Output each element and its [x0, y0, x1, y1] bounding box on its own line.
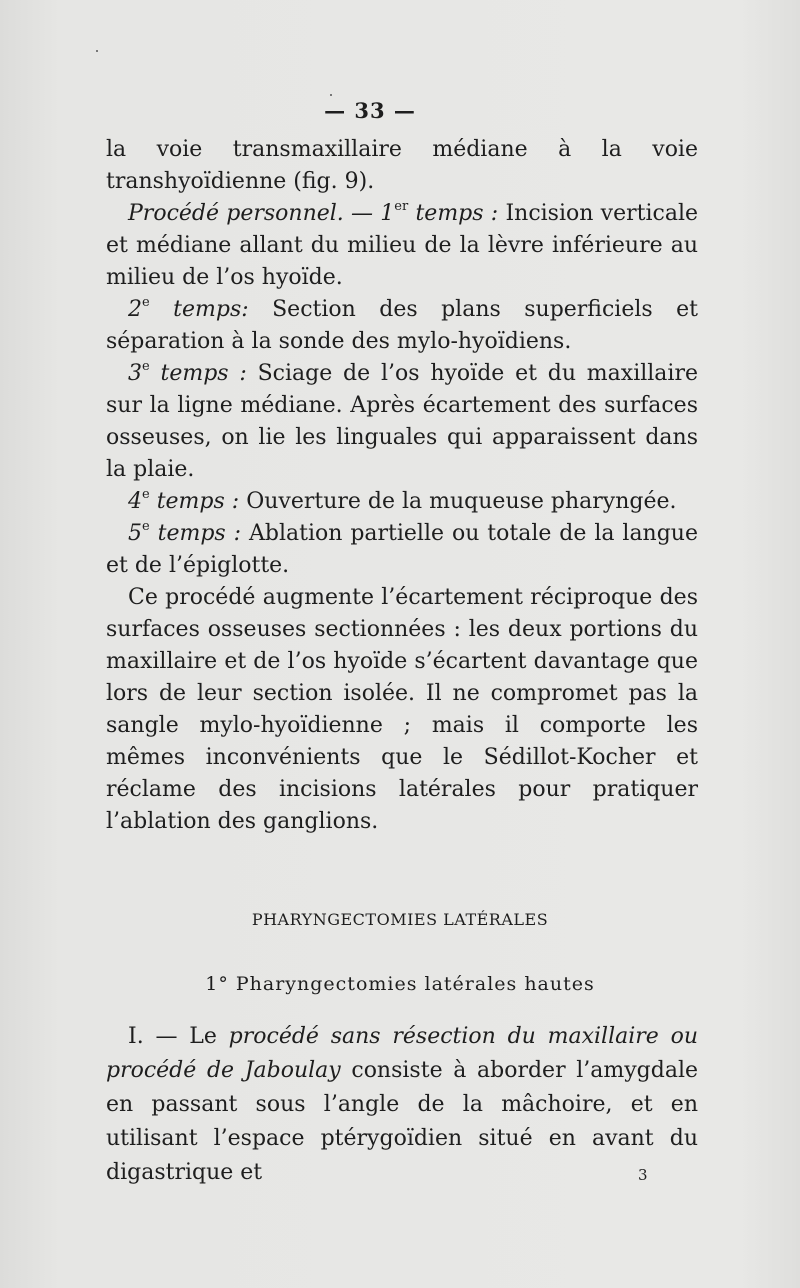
- text-run: Incision verticale et médiane allant du milieu de la lèvre inférieure au milieu de l’os hyoïde.: [106, 201, 699, 290]
- paragraph: [106, 1020, 698, 1190]
- superscript: er: [394, 198, 409, 214]
- text-run: la voie transmaxillaire médiane à la voie transhyoïdienne (fig. 9).: [106, 137, 698, 194]
- ink-speck: [96, 50, 98, 52]
- text-run: Ablation partielle ou totale de la langue et de l’épiglotte.: [106, 521, 698, 578]
- text-run: temps :: [149, 489, 240, 514]
- text-run: 2: [128, 297, 142, 322]
- text-run: temps :: [408, 201, 499, 226]
- paragraph: [106, 134, 698, 198]
- paragraph: [106, 486, 698, 518]
- text-run: 1: [380, 201, 395, 226]
- text-run: I. — Le: [128, 1024, 229, 1049]
- text-run: Ce procédé augmente l’écartement réciproque des surfaces osseuses sectionnées : les deux portions du maxillaire et de l’os hyoïde s’écartent davantage que lors de leur section isolée. Il ne compromet pas la sangle mylo-hyoïdienne ; mais il comporte les mêmes inconvénients que le Sédillot-Kocher et réclame des incisions latérales pour pratiquer l’ablation des ganglions.: [106, 585, 698, 834]
- text-run: Sciage de l’os hyoïde et du maxillaire sur la ligne médiane. Après écartement des surfaces osseuses, on lie les linguales qui apparaissent dans la plaie.: [106, 361, 698, 482]
- text-run: 4: [128, 489, 142, 514]
- paragraph: [106, 518, 698, 582]
- superscript: e: [142, 518, 150, 534]
- ink-speck: [330, 94, 332, 96]
- section-heading: PHARYNGECTOMIES LATÉRALES: [251, 910, 549, 929]
- text-run: temps :: [149, 521, 242, 546]
- superscript: e: [142, 358, 150, 374]
- superscript: e: [142, 486, 150, 502]
- signature-mark: 3: [638, 1166, 648, 1184]
- text-run: Procédé personnel. —: [128, 201, 381, 226]
- text-run: temps:: [149, 297, 249, 322]
- text-run: 5: [128, 521, 142, 546]
- main-text: [106, 134, 698, 838]
- text-run: 3: [128, 361, 142, 386]
- text-run: temps :: [149, 361, 247, 386]
- text-run: Ouverture de la muqueuse pharyngée.: [239, 489, 677, 514]
- paragraph: [106, 358, 698, 486]
- section-text: [106, 1020, 698, 1190]
- text-run: Section des plans superficiels et séparation à la sonde des mylo-hyoïdiens.: [106, 297, 698, 354]
- superscript: e: [142, 294, 150, 310]
- subsection-heading: 1° Pharyngectomies latérales hautes: [205, 973, 595, 995]
- paragraph: [106, 582, 698, 838]
- paragraph: [106, 294, 698, 358]
- text-run: consiste à aborder l’amygdale en passant sous l’angle de la mâchoire, et en utilisant l’espace ptérygoïdien situé en avant du digastrique et: [106, 1058, 699, 1185]
- paragraph: [106, 198, 698, 294]
- page-number: — 33 —: [324, 98, 416, 123]
- text-run: procédé sans résection du maxillaire ou procédé de Jaboulay: [106, 1024, 698, 1083]
